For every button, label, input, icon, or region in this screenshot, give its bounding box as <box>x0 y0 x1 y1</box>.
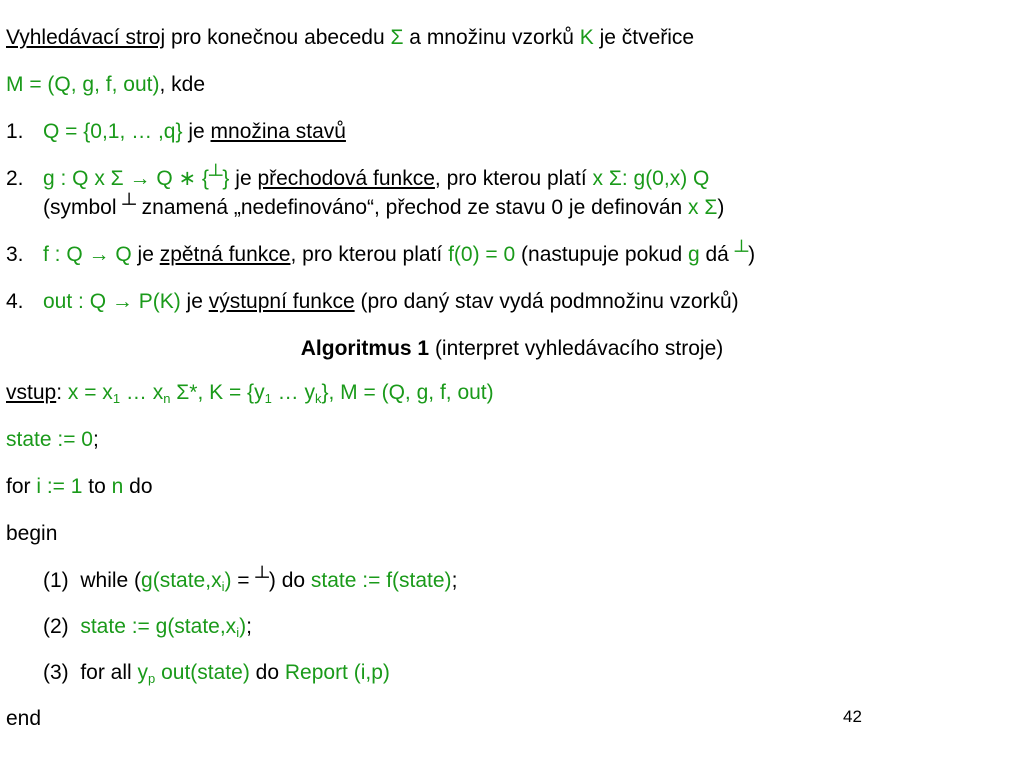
list-item-states: 1. Q = {0,1, … ,q} je množina stavů <box>6 120 346 143</box>
undefined-symbol: ┴ <box>255 567 269 588</box>
for-loop-line: for i := 1 to n do <box>6 475 153 498</box>
algorithm-title: Algoritmus 1 (interpret vyhledávacího stroje) <box>300 337 724 360</box>
undefined-symbol: ┴ <box>122 194 136 215</box>
step-1: (1) while ($g(state,x_i)$ = ┴) do state := f(state); <box>43 567 458 594</box>
term-state-set: množina stavů <box>210 120 346 143</box>
list-item-output: 4. out : Q → P(K) je výstupní funkce (pro daný stav vydá podmnožinu vzorků) <box>6 290 739 313</box>
undefined-symbol: ┴ <box>208 165 223 186</box>
term-goto-function: přechodová funkce <box>257 167 435 190</box>
list-item-failure: 3. f : Q → Q je zpětná funkce, pro kterou platí f(0) = 0 (nastupuje pokud g dá ┴) <box>6 241 756 266</box>
end-keyword: end <box>6 707 42 730</box>
step-2: (2) state := $g(state,x_i)$; <box>43 615 252 640</box>
begin-keyword: begin <box>6 522 58 545</box>
term-search-engine: Vyhledávací stroj <box>6 26 166 49</box>
machine-tuple: M = (Q, g, f, out) <box>6 73 160 96</box>
state-init-line: state := 0; <box>6 428 99 451</box>
list-item-goto: 2. g : Q x Σ → Q ∗ {┴} je přechodová funkce, pro kterou platí x Σ: g(0,x) Q <box>6 165 710 190</box>
definition-line: M = (Q, g, f, out), kde <box>6 73 205 96</box>
term-failure-function: zpětná funkce <box>159 243 291 266</box>
intro-line: Vyhledávací stroj pro konečnou abecedu Σ a množinu vzorků K je čtveřice <box>6 26 695 49</box>
term-output-function: výstupní funkce <box>208 290 355 313</box>
list-item-goto-note: (symbol ┴ znamená „nedefinováno“, přechod ze stavu 0 je definován x Σ) <box>43 194 725 219</box>
step-3: (3) for all $y_p$ out(state) do Report (i,p) <box>43 661 390 686</box>
input-label: vstup <box>6 381 57 404</box>
alphabet-symbol: Σ <box>390 26 404 49</box>
undefined-symbol: ┴ <box>734 241 749 262</box>
patterns-symbol: K <box>579 26 594 49</box>
input-line: vstup: $x = x_1$ … $x_n$ Σ*, $K = \{y_1$ … $y_k$}, M = (Q, g, f, out) <box>6 381 494 406</box>
page-number: 42 <box>843 707 862 726</box>
